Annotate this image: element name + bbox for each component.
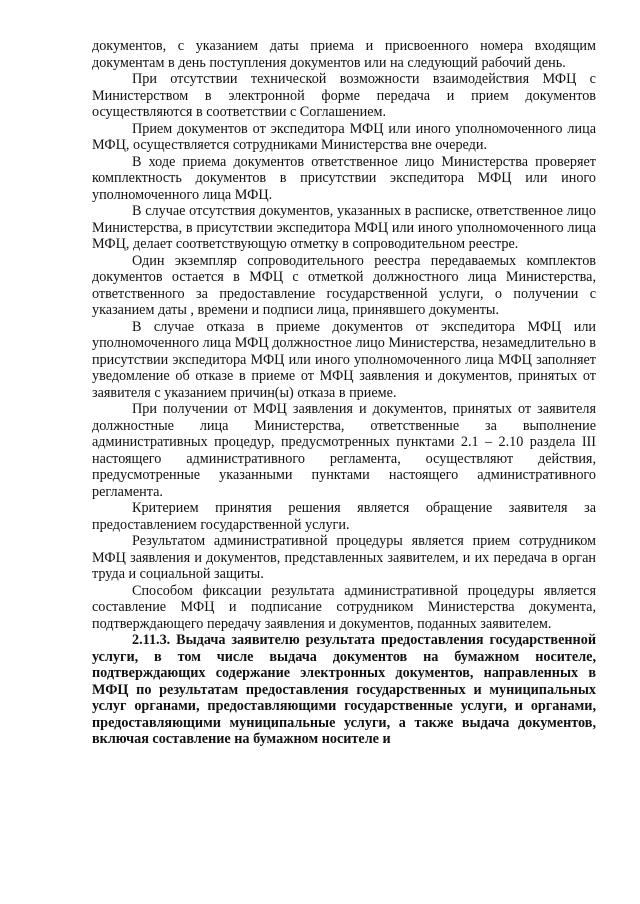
paragraph: Прием документов от экспедитора МФЦ или иного уполномоченного лица МФЦ, осуществляется сотрудниками Министерства вне очереди.	[92, 120, 596, 153]
paragraph: В ходе приема документов ответственное лицо Министерства проверяет комплектность документов в присутствии экспедитора МФЦ или иного уполномоченного лица МФЦ.	[92, 153, 596, 203]
paragraph: При получении от МФЦ заявления и документов, принятых от заявителя должностные лица Министерства, ответственные за выполнение административных процедур, предусмотренных пунктами 2.1 – 2.10 раздела III настоящего административного регламента, осуществляют действия, предусмотренные указанными пунктами настоящего административного регламента.	[92, 401, 596, 500]
paragraph: Критерием принятия решения является обращение заявителя за предоставлением государственной услуги.	[92, 500, 596, 533]
paragraph: документов, с указанием даты приема и присвоенного номера входящим документам в день поступления документов или на следующий рабочий день.	[92, 38, 596, 71]
paragraph: Способом фиксации результата административной процедуры является составление МФЦ и подписание сотрудником Министерства документа, подтверждающего передачу заявления и документов, поданных заявителем.	[92, 582, 596, 632]
paragraph: Один экземпляр сопроводительного реестра передаваемых комплектов документов остается в МФЦ с отметкой должностного лица Министерства, ответственного за предоставление государственной услуги, о получении с указанием даты , времени и подписи лица, принявшего документы.	[92, 252, 596, 318]
paragraph: В случае отказа в приеме документов от экспедитора МФЦ или уполномоченного лица МФЦ должностное лицо Министерства, незамедлительно в присутствии экспедитора МФЦ или иного уполномоченного лица МФЦ заполняет уведомление об отказе в приеме от МФЦ заявления и документов, принятых от заявителя с указанием причин(ы) отказа в приеме.	[92, 318, 596, 401]
section-heading-paragraph: 2.11.3. Выдача заявителю результата предоставления государственной услуги, в том числе выдача документов на бумажном носителе, подтверждающих содержание электронных документов, направленных в МФЦ по результатам предоставления государственных и муниципальных услуг органами, предоставляющими государственные услуги, и органами, предоставляющими муниципальные услуги, а также выдача документов, включая составление на бумажном носителе и	[92, 632, 596, 747]
paragraph: При отсутствии технической возможности взаимодействия МФЦ с Министерством в электронной форме передача и прием документов осуществляются в соответствии с Соглашением.	[92, 71, 596, 120]
paragraph: В случае отсутствия документов, указанных в расписке, ответственное лицо Министерства, в присутствии экспедитора МФЦ или иного уполномоченного лица МФЦ, делает соответствующую отметку в сопроводительном реестре.	[92, 203, 596, 252]
paragraph: Результатом административной процедуры является прием сотрудником МФЦ заявления и документов, представленных заявителем, и их передача в орган труда и социальной защиты.	[92, 533, 596, 582]
